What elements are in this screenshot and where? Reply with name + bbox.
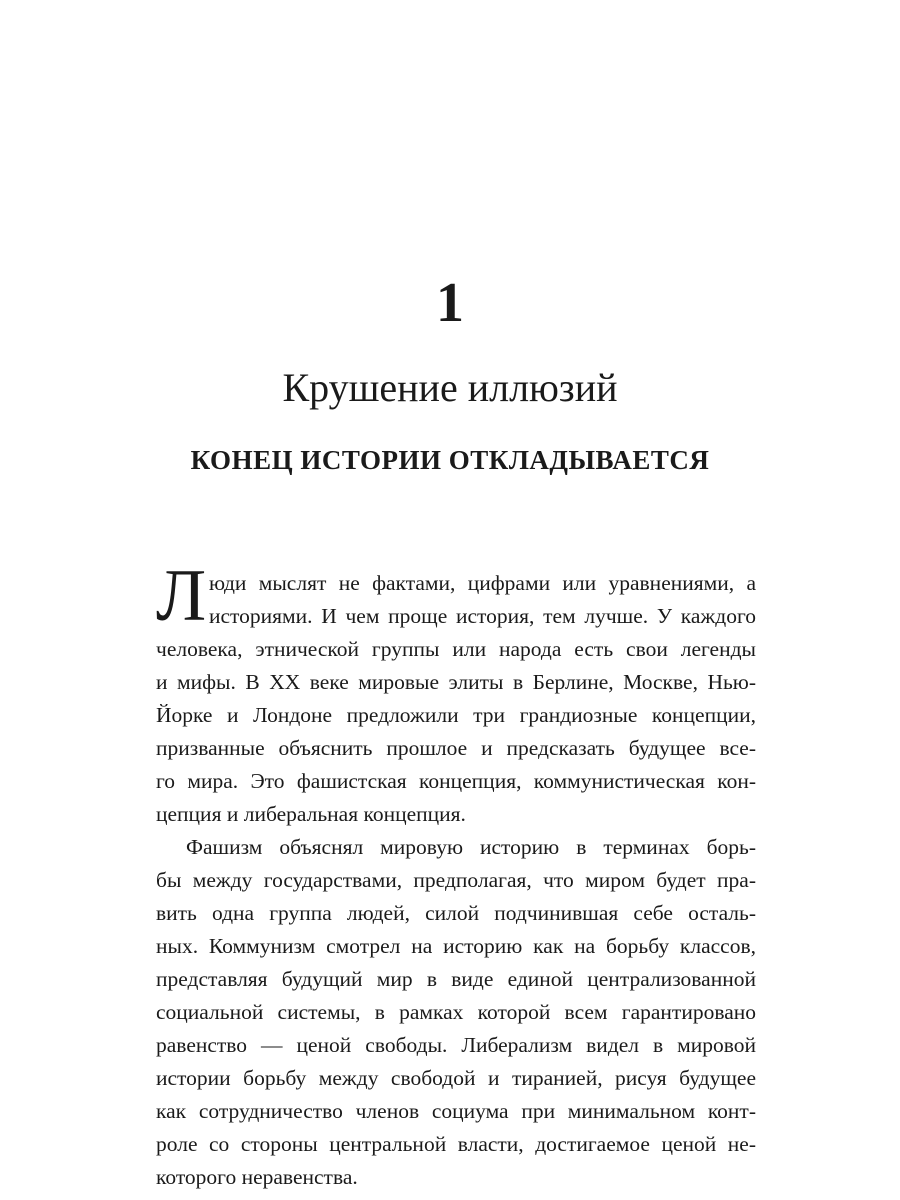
text-line: вить одна группа людей, силой подчинившая себе осталь- <box>156 901 756 925</box>
text-line: человека, этнической группы или народа есть свои легенды <box>156 637 756 661</box>
text-line: го мира. Это фашистская концепция, коммунистическая кон- <box>156 769 756 793</box>
text-line: роле со стороны центральной власти, достигаемое ценой не- <box>156 1132 756 1156</box>
text-line: социальной системы, в рамках которой всем гарантировано <box>156 1000 756 1024</box>
text-line: истории борьбу между свободой и тиранией, рисуя будущее <box>156 1066 756 1090</box>
text-line: как сотрудничество членов социума при минимальном конт- <box>156 1099 756 1123</box>
text-line: цепция и либеральная концепция. <box>156 802 466 826</box>
body-text <box>156 555 756 1194</box>
chapter-number: 1 <box>436 272 464 334</box>
text-line: и мифы. В XX веке мировые элиты в Берлине, Москве, Нью- <box>156 670 756 694</box>
section-heading: КОНЕЦ ИСТОРИИ ОТКЛАДЫВАЕТСЯ <box>190 445 710 475</box>
paragraph-2 <box>156 831 756 1194</box>
text-line: юди мыслят не фактами, цифрами или уравнениями, а <box>209 571 756 595</box>
drop-cap: Л <box>156 555 207 637</box>
text-line: которого неравенства. <box>156 1165 358 1189</box>
text-line: ных. Коммунизм смотрел на историю как на борьбу классов, <box>156 934 756 958</box>
text-line: Йорке и Лондоне предложили три грандиозные концепции, <box>156 703 756 727</box>
text-line: бы между государствами, предполагая, что миром будет пра- <box>156 868 756 892</box>
text-line: призванные объяснить прошлое и предсказать будущее все- <box>156 736 756 760</box>
text-line: представляя будущий мир в виде единой централизованной <box>156 967 756 991</box>
text-line: равенство — ценой свободы. Либерализм видел в мировой <box>156 1033 756 1057</box>
paragraph-1 <box>156 555 756 831</box>
text-line: Фашизм объяснял мировую историю в терминах борь- <box>186 835 756 859</box>
chapter-title: Крушение иллюзий <box>282 365 618 410</box>
text-line: историями. И чем проще история, тем лучше. У каждого <box>209 604 756 628</box>
